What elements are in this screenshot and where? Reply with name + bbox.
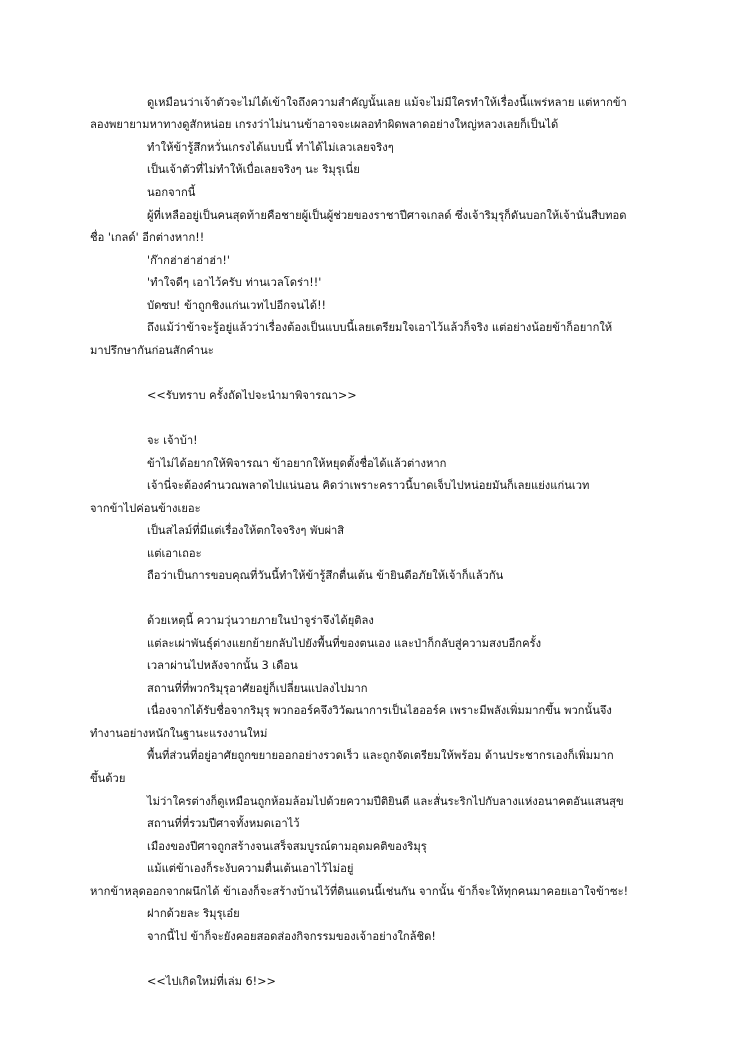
paragraph-line: บัดซบ! ข้าถูกชิงแก่นเวทไปอีกจนได้!! (147, 299, 327, 312)
paragraph-line: ทำให้ข้ารู้สึกหวั่นเกรงได้แบบนี้ ทำได้ไม่เลวเลยจริงๆ (147, 141, 394, 154)
paragraph-line: เวลาผ่านไปหลังจากนั้น 3 เดือน (147, 659, 298, 672)
paragraph-line: เป็นเจ้าตัวที่ไม่ทำให้เบื่อเลยจริงๆ นะ ริมุรุเนี่ย (147, 163, 360, 176)
paragraph-line: ลองพยายามหาทางดูสักหน่อย เกรงว่าไม่นานข้าอาจจะเผลอทำผิดพลาดอย่างใหญ่หลวงเลยก็เป็นได้ (90, 118, 559, 131)
paragraph-line: แต่ละเผ่าพันธุ์ต่างแยกย้ายกลับไปยังพื้นที่ของตนเอง และป่าก็กลับสู่ความสงบอีกครั้ง (147, 637, 542, 650)
dialogue-line: 'ก๊ากฮ่าฮ่าฮ่าฮ่า!' (147, 254, 230, 267)
paragraph-line: จากข้าไปค่อนข้างเยอะ (90, 502, 201, 515)
paragraph-line: ขึ้นด้วย (90, 772, 126, 785)
dialogue-line: 'ทำใจดีๆ เอาไว้ครับ ท่านเวลโดร่า!!' (147, 276, 322, 289)
paragraph-line: ผู้ที่เหลืออยู่เป็นคนสุดท้ายคือชายผู้เป็นผู้ช่วยของราชาปีศาจเกลด์ ซึ่งเจ้าริมุรุก็ดันบอกให้เจ้านั่นสืบทอด (147, 209, 627, 222)
end-note: <<ไปเกิดใหม่ที่เล่ม 6!>> (147, 975, 276, 988)
paragraph-line: เนื่องจากได้รับชื่อจากริมุรุ พวกออร์คจึงวิวัฒนาการเป็นไฮออร์ค เพราะมีพลังเพิ่มมากขึ้น พวกนั้นจึง (147, 704, 612, 717)
paragraph-line: เมืองของปีศาจถูกสร้างจนเสร็จสมบูรณ์ตามอุดมคติของริมุรุ (147, 840, 427, 853)
paragraph-line: ชื่อ 'เกลด์' อีกต่างหาก!! (90, 231, 205, 244)
paragraph-line: มาปรึกษากันก่อนสักคำนะ (90, 344, 214, 357)
paragraph-line: จะ เจ้าบ้า! (147, 434, 198, 447)
paragraph-line: ถึงแม้ว่าข้าจะรู้อยู่แล้วว่าเรื่องต้องเป็นแบบนี้เลยเตรียมใจเอาไว้แล้วก็จริง แต่อย่างน้อยข้าก็อยากให้ (147, 321, 613, 334)
paragraph-line: ฝากด้วยละ ริมุรุเอ๋ย (147, 907, 240, 920)
paragraph-line: ดูเหมือนว่าเจ้าตัวจะไม่ได้เข้าใจถึงความสำคัญนั้นเลย แม้จะไม่มีใครทำให้เรื่องนี้แพร่หลาย แต่หากข้า (147, 96, 627, 109)
paragraph-line: แต่เอาเถอะ (147, 547, 202, 560)
paragraph-line: พื้นที่ส่วนที่อยู่อาศัยถูกขยายออกอย่างรวดเร็ว และถูกจัดเตรียมให้พร้อม ด้านประชากรเองก็เพิ่มมาก (147, 749, 614, 762)
paragraph-line: หากข้าหลุดออกจากผนึกได้ ข้าเองก็จะสร้างบ้านไว้ที่ดินแดนนี้เช่นกัน จากนั้น ข้าก็จะให้ทุกคนมาคอยเอาใจข้าซะ! (90, 885, 629, 898)
paragraph-line: แม้แต่ข้าเองก็ระงับความตื่นเต้นเอาไว้ไม่อยู่ (147, 862, 354, 875)
paragraph-line: จากนี้ไป ข้าก็จะยังคอยสอดส่องกิจกรรมของเจ้าอย่างใกล้ชิด! (147, 930, 436, 943)
paragraph-line: ไม่ว่าใครต่างก็ดูเหมือนถูกห้อมล้อมไปด้วยความปีติยินดี และสั่นระริกไปกับลางแห่งอนาคตอันแสนสุข (147, 795, 624, 808)
paragraph-line: เจ้านี่จะต้องคำนวณพลาดไปแน่นอน คิดว่าเพราะคราวนี้บาดเจ็บไปหน่อยมันก็เลยแย่งแก่นเวท (147, 479, 590, 492)
paragraph-line: ข้าไม่ได้อยากให้พิจารณา ข้าอยากให้หยุดตั้งชื่อได้แล้วต่างหาก (147, 457, 447, 470)
paragraph-line: เป็นสไลม์ที่มีแต่เรื่องให้ตกใจจริงๆ พับผ่าสิ (147, 524, 345, 537)
paragraph-line: ถือว่าเป็นการขอบคุณที่วันนี้ทำให้ข้ารู้สึกตื่นเต้น ข้ายินดีอภัยให้เจ้าก็แล้วกัน (147, 569, 504, 582)
paragraph-line: สถานที่ที่รวมปีศาจทั้งหมดเอาไว้ (147, 817, 300, 830)
paragraph-line: สถานที่ที่พวกริมุรุอาศัยอยู่ก็เปลี่ยนแปลงไปมาก (147, 682, 368, 695)
system-message: <<รับทราบ ครั้งถัดไปจะนำมาพิจารณา>> (147, 389, 357, 402)
paragraph-line: ทำงานอย่างหนักในฐานะแรงงานใหม่ (90, 727, 268, 740)
paragraph-line: ด้วยเหตุนี้ ความวุ่นวายภายในป่าจูร่าจึงได้ยุติลง (147, 614, 374, 627)
paragraph-line: นอกจากนี้ (147, 186, 196, 199)
